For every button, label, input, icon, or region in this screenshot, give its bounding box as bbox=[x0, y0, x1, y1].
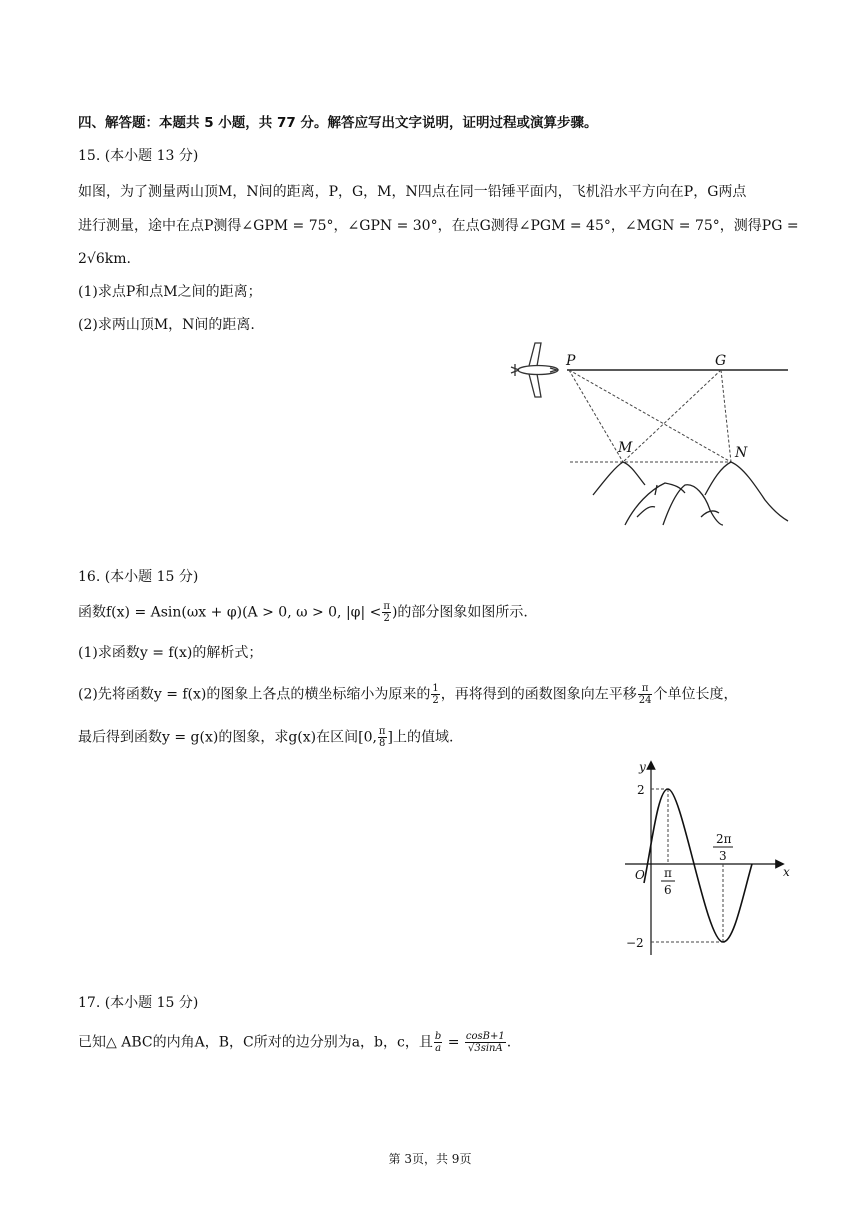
fraction-pi-over-24: $\frac{\pi}{24}$ bbox=[638, 683, 652, 706]
figure-15-diagram bbox=[505, 335, 795, 530]
graph-16 bbox=[610, 755, 800, 960]
fraction-cosb-over-sina: $\frac{\cos B+1}{√3\sin A}$ bbox=[465, 1031, 505, 1054]
x-tick2-den: 3 bbox=[719, 849, 727, 863]
q16-part2-mid: ，再将得到的函数图象向左平移 bbox=[440, 686, 637, 703]
x-tick1-den: 6 bbox=[664, 883, 672, 897]
q16-line1-pre: 函数f(x) = Asin(ωx + φ)(A > 0, ω > 0, |φ| < bbox=[78, 604, 382, 621]
q16-part3-post: ]上的值域. bbox=[387, 729, 454, 746]
q16-line1 bbox=[78, 601, 528, 624]
q15-line3: 2√6km. bbox=[78, 251, 131, 267]
q16-line1-post: )的部分图象如图所示. bbox=[391, 604, 528, 621]
q16-part3-pre: 最后得到函数y = g(x)的图象，求g(x)在区间[0, bbox=[78, 729, 377, 746]
q15-part1: (1)求点P和点M之间的距离； bbox=[78, 284, 262, 300]
q17-equals: = bbox=[443, 1034, 464, 1051]
label-N: N bbox=[735, 445, 748, 461]
x-axis-label: x bbox=[783, 865, 790, 879]
fraction-b-over-a: $\frac{b}{a}$ bbox=[434, 1031, 442, 1054]
x-tick2-num: 2π bbox=[716, 832, 732, 846]
airplane-icon bbox=[511, 343, 558, 397]
q15-part2: (2)求两山顶M，N间的距离. bbox=[78, 317, 255, 333]
q15-header: 15. (本小题 13 分) bbox=[78, 148, 199, 164]
sine-curve bbox=[644, 789, 752, 942]
page-footer: 第 3页，共 9页 bbox=[388, 1152, 472, 1166]
fraction-pi-over-2: $\frac{\pi}{2}$ bbox=[383, 601, 390, 624]
q17-line1-post: . bbox=[506, 1034, 512, 1051]
fraction-1-over-2: $\frac{1}{2}$ bbox=[432, 683, 439, 706]
q16-part1: (1)求函数y = f(x)的解析式； bbox=[78, 645, 263, 661]
q16-header: 16. (本小题 15 分) bbox=[78, 569, 199, 585]
label-G: G bbox=[715, 353, 727, 369]
q16-part2 bbox=[78, 683, 737, 706]
y-min-label: −2 bbox=[626, 936, 644, 950]
q16-part2-post: 个单位长度， bbox=[653, 686, 738, 703]
y-axis-label: y bbox=[639, 760, 646, 774]
section-title: 四、解答题：本题共 5 小题，共 77 分。解答应写出文字说明，证明过程或演算步骤。 bbox=[78, 115, 598, 131]
q16-part3 bbox=[78, 726, 453, 749]
q16-part2-pre: (2)先将函数y = f(x)的图象上各点的横坐标缩小为原来的 bbox=[78, 686, 431, 703]
q15-line2: 进行测量，途中在点P测得∠GPM = 75°，∠GPN = 30°，在点G测得∠PGM = 45°，∠MGN = 75°，测得PG = bbox=[78, 218, 799, 234]
label-P: P bbox=[566, 353, 576, 369]
fraction-pi-over-8: $\frac{\pi}{8}$ bbox=[378, 726, 386, 749]
q15-line1: 如图，为了测量两山顶M，N间的距离，P，G，M，N四点在同一铅锤平面内，飞机沿水平方向在P，G两点 bbox=[78, 184, 747, 200]
q17-line1-pre: 已知△ ABC的内角A，B，C所对的边分别为a，b，c，且 bbox=[78, 1034, 433, 1051]
origin-label: O bbox=[635, 868, 645, 882]
q17-line1 bbox=[78, 1031, 511, 1054]
q17-header: 17. (本小题 15 分) bbox=[78, 995, 199, 1011]
y-max-label: 2 bbox=[637, 783, 645, 797]
label-M: M bbox=[618, 440, 633, 456]
x-tick1-num: π bbox=[664, 866, 672, 880]
